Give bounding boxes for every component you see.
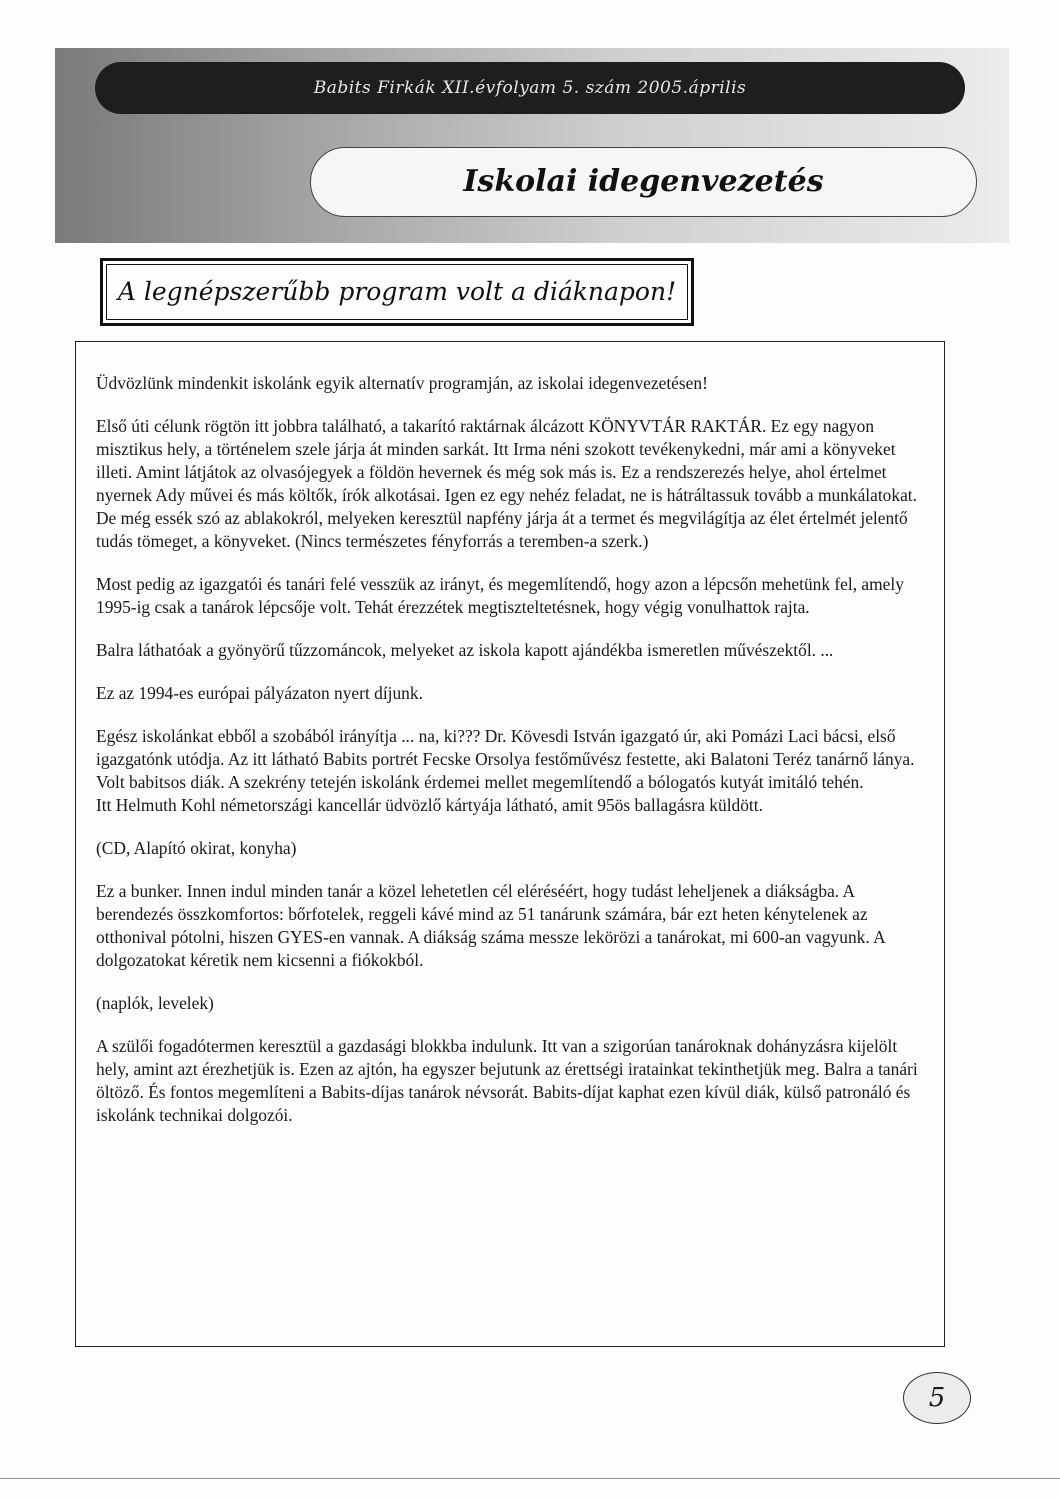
paragraph: Üdvözlünk mindenkit iskolánk egyik alternatív programján, az iskolai idegenvezetésen!	[96, 373, 708, 393]
bottom-rule	[0, 1478, 1060, 1479]
page-number: 5	[903, 1372, 971, 1424]
paragraph: Első úti célunk rögtön itt jobbra található, a takarító raktárnak álcázott KÖNYVTÁR RAKTÁR. Ez egy nagyon misztikus hely, a történelem szele járja át minden sarkát. Itt Irma néni szokott tevékenykedni, már ami a könyveket illeti. Amint látjátok az olvasójegyek a földön hevernek és még sok más is. Ez a rendszerezés helye, ahol értelmet nyernek Ady művei és más költők, írók alkotásai. Igen ez egy nehéz feladat, ne is hátráltassuk tovább a munkálatokat. De még essék szó az ablakokról, melyeken keresztül napfény járja át a termet és megvilágítja az élet értelmét jelentő tudás tömeget, a könyveket. (Nincs természetes fényforrás a teremben-a szerk.)	[96, 416, 917, 551]
paragraph: Most pedig az igazgatói és tanári felé vesszük az irányt, és megemlítendő, hogy azon a lépcsőn mehetünk fel, amely 1995-ig csak a tanárok lépcsője volt. Tehát érezzétek megtiszteltetésnek, hogy végig vonulhattok rajta.	[96, 574, 904, 617]
paragraph: Balra láthatóak a gyönyörű tűzzománcok, melyeket az iskola kapott ajándékba ismeretlen művészektől. ...	[96, 640, 834, 660]
paragraph: (naplók, levelek)	[96, 993, 214, 1013]
paragraph: Ez a bunker. Innen indul minden tanár a közel lehetetlen cél eléréséért, hogy tudást leheljenek a diákságba. A berendezés összkomfortos: bőrfotelek, reggeli kávé mind az 51 tanárunk számára, bár ezt heten kénytelenek az otthonival pótolni, hiszen GYES-en vannak. A diákság száma messze lekörözi a tanárokat, mi 600-an vagyunk. A dolgozatokat kéretik nem kicsenni a fiókokból.	[96, 881, 885, 970]
paragraph: Egész iskolánkat ebből a szobából irányítja ... na, ki??? Dr. Kövesdi István igazgató úr, aki Pomázi Laci bácsi, első igazgatónk utódja. Az itt látható Babits portrét Fecske Orsolya festőművész festette, aki Balatoni Teréz tanárnő lánya. Volt babitsos diák. A szekrény tetején iskolánk érdemei mellet megemlítendő a bólogatós kutyát imitáló tehén. Itt Helmuth Kohl németországi kancellár üdvözlő kártyája látható, amit 95ös ballagásra küldött.	[96, 726, 915, 815]
article-subtitle: A legnépszerűbb program volt a diáknapon!	[100, 258, 694, 326]
paragraph: (CD, Alapító okirat, konyha)	[96, 838, 297, 858]
article-body	[75, 341, 945, 1347]
paragraph: A szülői fogadótermen keresztül a gazdasági blokkba indulunk. Itt van a szigorúan tanároknak dohányzásra kijelölt hely, amint azt érezhetjük is. Ezen az ajtón, ha egyszer bejutunk az érettségi iratainkat tekinthetjük meg. Balra a tanári öltöző. És fontos megemlíteni a Babits-díjas tanárok névsorát. Babits-díjat kaphat ezen kívül diák, külső patronáló és iskolánk technikai dolgozói.	[96, 1036, 918, 1125]
section-title: Iskolai idegenvezetés	[310, 147, 977, 217]
issue-line: Babits Firkák XII.évfolyam 5. szám 2005.április	[95, 62, 965, 114]
paragraph: Ez az 1994-es európai pályázaton nyert díjunk.	[96, 683, 423, 703]
